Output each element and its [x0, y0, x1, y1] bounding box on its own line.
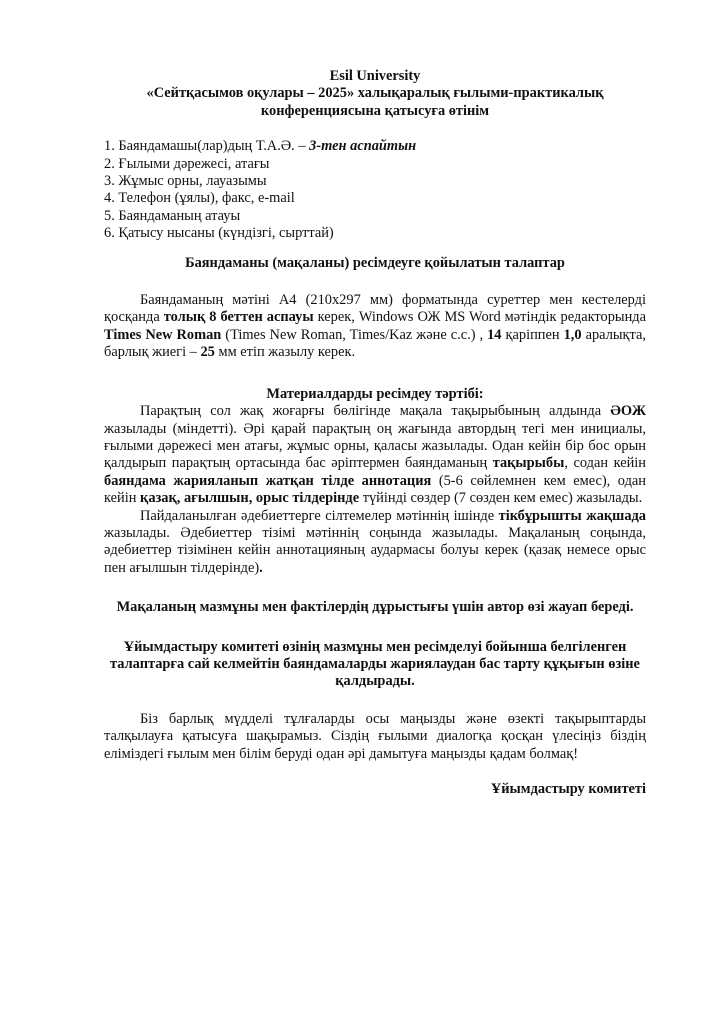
author-limit-note: 3-тен аспайтын — [309, 138, 417, 155]
committee-rights-notice: Ұйымдастыру комитеті өзінің мазмұны мен ресімделуі бойынша белгіленген талаптарға сай келмейтін баяндамаларды жариялаудан бас тарту құқығын өзіне қалдырады. — [110, 638, 640, 690]
list-item: 5. Баяндаманың атауы — [104, 207, 241, 224]
materials-title: Материалдарды ресімдеу тәртібі: — [266, 385, 484, 402]
conference-title-line1: «Сейтқасымов оқулары – 2025» халықаралық ғылыми-практикалық — [146, 85, 604, 102]
list-item: 6. Қатысу нысаны (күндізгі, сырттай) — [104, 225, 334, 242]
requirements-title: Баяндаманы (мақаланы) ресімдеуге қойылатын талаптар — [185, 254, 565, 271]
closing-paragraph: Біз барлық мүдделі тұлғаларды осы маңызды және өзекті тақырыптарды талқылауға қатысуға шақырамыз. Сіздің ғылыми диалогқа қосқан үлесіңіз біздің еліміздегі ғылым мен білім беруді одан әрі дамытуға маңызды қадам болмақ! — [104, 710, 646, 762]
materials-paragraph-2: Пайдаланылған әдебиеттерге сілтемелер мәтіннің ішінде тікбұрышты жақшада жазылады. Әдебиеттер тізімі мәтіннің соңында жазылады. Мақаланың соңында, әдебиеттер тізімінен кейін аннотацияның аудармасы болуы керек (қазақ немесе орыс пен ағылшын тілдерінде). — [104, 507, 646, 576]
requirements-paragraph: Баяндаманың мәтіні А4 (210х297 мм) форматында суреттер мен кестелерді қосқанда толық 8 беттен аспауы керек, Windows ОЖ MS Word мәтіндік редакторында Times New Roman (Times New Roman, Times/Kaz және с.с.) , 14 қаріппен 1,0 аралықта, барлық жиегі – 25 мм етіп жазылу керек. — [104, 292, 646, 361]
conference-title-line2: конференциясына қатысуға өтінім — [260, 102, 490, 119]
materials-paragraph-1: Парақтың сол жақ жоғарғы бөлігінде мақала тақырыбының алдында ӘОЖ жазылады (міндетті). Әрі қарай парақтың оң жағында автордың тегі мен инициалы, ғылыми дәрежесі мен атағы, жұмыс орны, қаласы жазылады. Одан кейін бір бос орын қалдырып парақтың ортасында бас әріптермен баяндаманың тақырыбы, содан кейін баяндама жарияланып жатқан тілде аннотация (5-6 сөйлемнен кем емес), одан кейін қазақ, ағылшын, орыс тілдерінде түйінді сөздер (7 сөзден кем емес) жазылады. — [104, 403, 646, 507]
university-name: Esil University — [329, 68, 421, 84]
list-item: 2. Ғылыми дәрежесі, атағы — [104, 155, 270, 172]
author-responsibility-notice: Мақаланың мазмұны мен фактілердің дұрыстығы үшін автор өзі жауап береді. — [116, 599, 634, 616]
list-item: 4. Телефон (ұялы), факс, e-mail — [104, 190, 295, 207]
document-header — [104, 68, 646, 120]
list-item: 3. Жұмыс орны, лауазымы — [104, 173, 267, 190]
list-item: 1. Баяндамашы(лар)дың Т.А.Ә. – 3-тен аспайтын — [104, 138, 417, 155]
application-list — [104, 138, 646, 242]
signature: Ұйымдастыру комитеті — [490, 781, 646, 797]
